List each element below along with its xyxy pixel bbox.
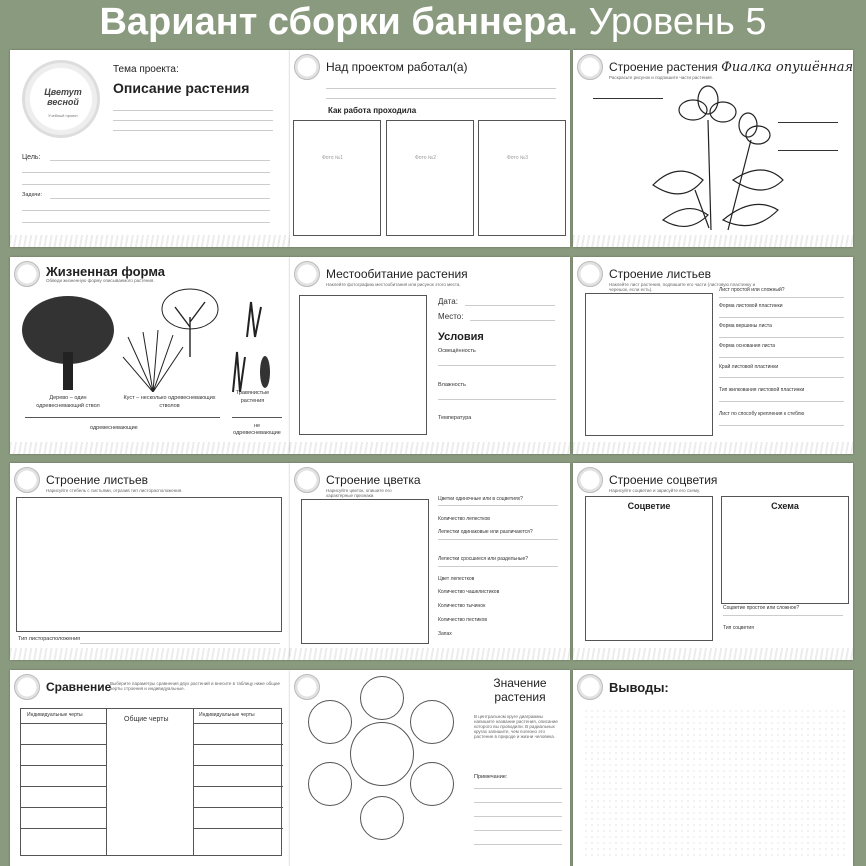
radial-circle bbox=[360, 796, 404, 840]
page-title: Жизненная форма bbox=[46, 264, 166, 279]
conditions-heading: Условия bbox=[438, 331, 484, 343]
question-6: Тип жилкования листовой пластинки bbox=[719, 387, 805, 393]
violet-drawing bbox=[633, 80, 803, 240]
photo-label: Фото №3 bbox=[507, 155, 529, 161]
question-4: Форма основания листа bbox=[719, 343, 776, 349]
page-subtitle: В центральном круге диаграммы напишите название растения, описание которого вы проводили. В радиальных кругах запишите, чем полезно это растение в природе и жизни человека. bbox=[474, 714, 558, 739]
radial-circle bbox=[308, 700, 352, 744]
how-work-label: Как работа проходила bbox=[328, 106, 417, 115]
page-authors bbox=[290, 50, 570, 247]
page-inflorescence bbox=[573, 463, 853, 660]
page-title: Описание растения bbox=[113, 80, 250, 96]
page-flower-structure bbox=[290, 463, 570, 660]
photo-label: Фото №1 bbox=[322, 155, 344, 161]
page-title: Над проектом работал(а) bbox=[326, 60, 468, 74]
page-conclusions bbox=[573, 670, 853, 866]
center-circle bbox=[350, 722, 414, 786]
page-subtitle: Наклейте фотографию местообитания или рисунок этого места. bbox=[326, 282, 461, 287]
grass-drawing bbox=[225, 297, 275, 397]
herbs-label: Травянистые растения bbox=[235, 390, 270, 404]
drawing-area bbox=[16, 497, 282, 632]
col-common: Общие черты bbox=[124, 716, 169, 723]
goal-label: Цель: bbox=[22, 154, 41, 161]
page-title: Местообитание растения bbox=[326, 267, 468, 281]
page-title: Строение листьев bbox=[46, 473, 149, 487]
radial-circle bbox=[360, 676, 404, 720]
question-6: Количество чашелистиков bbox=[438, 589, 500, 595]
logo-icon bbox=[577, 674, 603, 700]
question-2: Форма листовой пластинки bbox=[719, 303, 783, 309]
logo-icon bbox=[14, 674, 40, 700]
page-title: Выводы: bbox=[609, 680, 669, 695]
tasks-label: Задачи: bbox=[22, 192, 42, 198]
question-5: Цвет лепестков bbox=[438, 576, 475, 582]
humidity-label: Влажность bbox=[438, 382, 466, 388]
page-title: Строение цветка bbox=[326, 473, 421, 487]
page-subtitle: Нарисуйте цветок, опишите его характерные признаки. bbox=[326, 488, 392, 498]
page-subtitle: Обведи жизненную форму описываемого растения. bbox=[46, 278, 155, 283]
page-leaf-arrangement bbox=[10, 463, 290, 660]
photo-area bbox=[299, 295, 427, 435]
logo-icon bbox=[294, 261, 320, 287]
question-7: Количество тычинок bbox=[438, 603, 486, 609]
flower-drawing-area bbox=[301, 499, 429, 644]
column-header-scheme: Схема bbox=[771, 501, 799, 511]
small-tree-drawing bbox=[160, 287, 220, 357]
question-7: Лист по способу крепления к стеблю bbox=[719, 411, 805, 417]
dotted-writing-area bbox=[583, 708, 845, 858]
column-header-inflorescence: Соцветие bbox=[627, 501, 671, 511]
logo-subtitle: Учебный проект bbox=[48, 113, 78, 118]
logo-icon bbox=[14, 261, 40, 287]
title-text: Строение растения bbox=[609, 60, 718, 74]
wreath-logo bbox=[22, 60, 100, 138]
date-label: Дата: bbox=[438, 297, 458, 306]
col-individual-1: Индивидуальные черты bbox=[27, 712, 83, 718]
radial-circle bbox=[308, 762, 352, 806]
logo-icon bbox=[577, 54, 603, 80]
page-subtitle: Наклейте лист растения, подпишите его части (листовую пластинку и черешок, если есть). bbox=[609, 282, 756, 292]
arrangement-label: Тип листорасположения bbox=[18, 636, 81, 642]
question-3: Форма вершины листа bbox=[719, 323, 772, 329]
page-plant-structure bbox=[573, 50, 853, 247]
page-leaf-structure bbox=[573, 257, 853, 454]
question-8: Количество пестиков bbox=[438, 617, 487, 623]
tree-label: Дерево – один одревесневающий ствол bbox=[36, 395, 100, 409]
question-4: Лепестки сросшиеся или раздельные? bbox=[438, 556, 529, 562]
banner-title bbox=[0, 0, 866, 46]
logo-icon bbox=[577, 261, 603, 287]
page-subtitle: Раскрасьте рисунок и подпишите части растения. bbox=[609, 75, 713, 80]
page-subtitle: Нарисуйте соцветие и зарисуйте его схему. bbox=[609, 488, 701, 493]
logo-icon bbox=[294, 467, 320, 493]
question-3: Лепестки одинаковые или различаются? bbox=[438, 529, 533, 535]
tree-drawing bbox=[18, 292, 118, 392]
banner-title-level: Уровень 5 bbox=[588, 1, 767, 43]
page-title: Значение растения bbox=[493, 676, 547, 704]
logo-icon bbox=[294, 54, 320, 80]
page-project-topic bbox=[10, 50, 290, 247]
logo-icon bbox=[14, 467, 40, 493]
light-label: Освещённость bbox=[438, 348, 476, 354]
page-title bbox=[609, 60, 853, 75]
logo-icon bbox=[577, 467, 603, 493]
question-1: Лист простой или сложный? bbox=[719, 287, 785, 293]
page-life-form bbox=[10, 257, 290, 454]
page-comparison bbox=[10, 670, 290, 866]
bush-label: Куст – несколько одревесневающих стволов bbox=[123, 395, 216, 409]
photo-slot-1 bbox=[293, 120, 381, 236]
question-5: Край листовой пластинки bbox=[719, 364, 779, 370]
radial-circle bbox=[410, 700, 454, 744]
photo-slot-2 bbox=[386, 120, 474, 236]
page-subtitle: Выберите параметры сравнения двух растений и внесите в таблицу ниже общие черты строения и индивидуальные. bbox=[110, 681, 280, 691]
photo-slot-3 bbox=[478, 120, 566, 236]
plant-name: Фиалка опушённая bbox=[721, 60, 853, 75]
place-label: Место: bbox=[438, 312, 464, 321]
logo-title: Цветут весной bbox=[44, 87, 82, 107]
col-individual-2: Индивидуальные черты bbox=[199, 712, 255, 718]
question-2: Количество лепестков bbox=[438, 516, 490, 522]
topic-label: Тема проекта: bbox=[113, 64, 179, 75]
banner-title-bold: Вариант сборки баннера. bbox=[99, 1, 578, 43]
page-plant-value bbox=[290, 670, 570, 866]
scheme-area bbox=[721, 496, 849, 604]
logo-icon bbox=[294, 674, 320, 700]
temperature-label: Температура bbox=[438, 415, 472, 421]
note-label: Примечание: bbox=[474, 774, 508, 780]
nonwoody-label: не одревесневающие bbox=[233, 423, 281, 436]
question-1: Цветки одиночные или в соцветиях? bbox=[438, 496, 523, 502]
page-title: Сравнение bbox=[46, 680, 112, 694]
question-9: Запах bbox=[438, 631, 452, 637]
page-title: Строение листьев bbox=[609, 267, 712, 281]
woody-label: одревесневающие bbox=[90, 425, 138, 431]
question-2: Тип соцветия bbox=[723, 625, 754, 631]
page-habitat bbox=[290, 257, 570, 454]
page-subtitle: Нарисуйте стебель с листьями, отразив тип листорасположения. bbox=[46, 488, 183, 493]
inflorescence-area bbox=[585, 496, 713, 641]
question-1: Соцветие простое или сложное? bbox=[723, 605, 800, 611]
comparison-table bbox=[20, 708, 282, 856]
photo-label: Фото №2 bbox=[415, 155, 437, 161]
page-title: Строение соцветия bbox=[609, 473, 718, 487]
radial-circle bbox=[410, 762, 454, 806]
leaf-photo-area bbox=[585, 293, 713, 436]
